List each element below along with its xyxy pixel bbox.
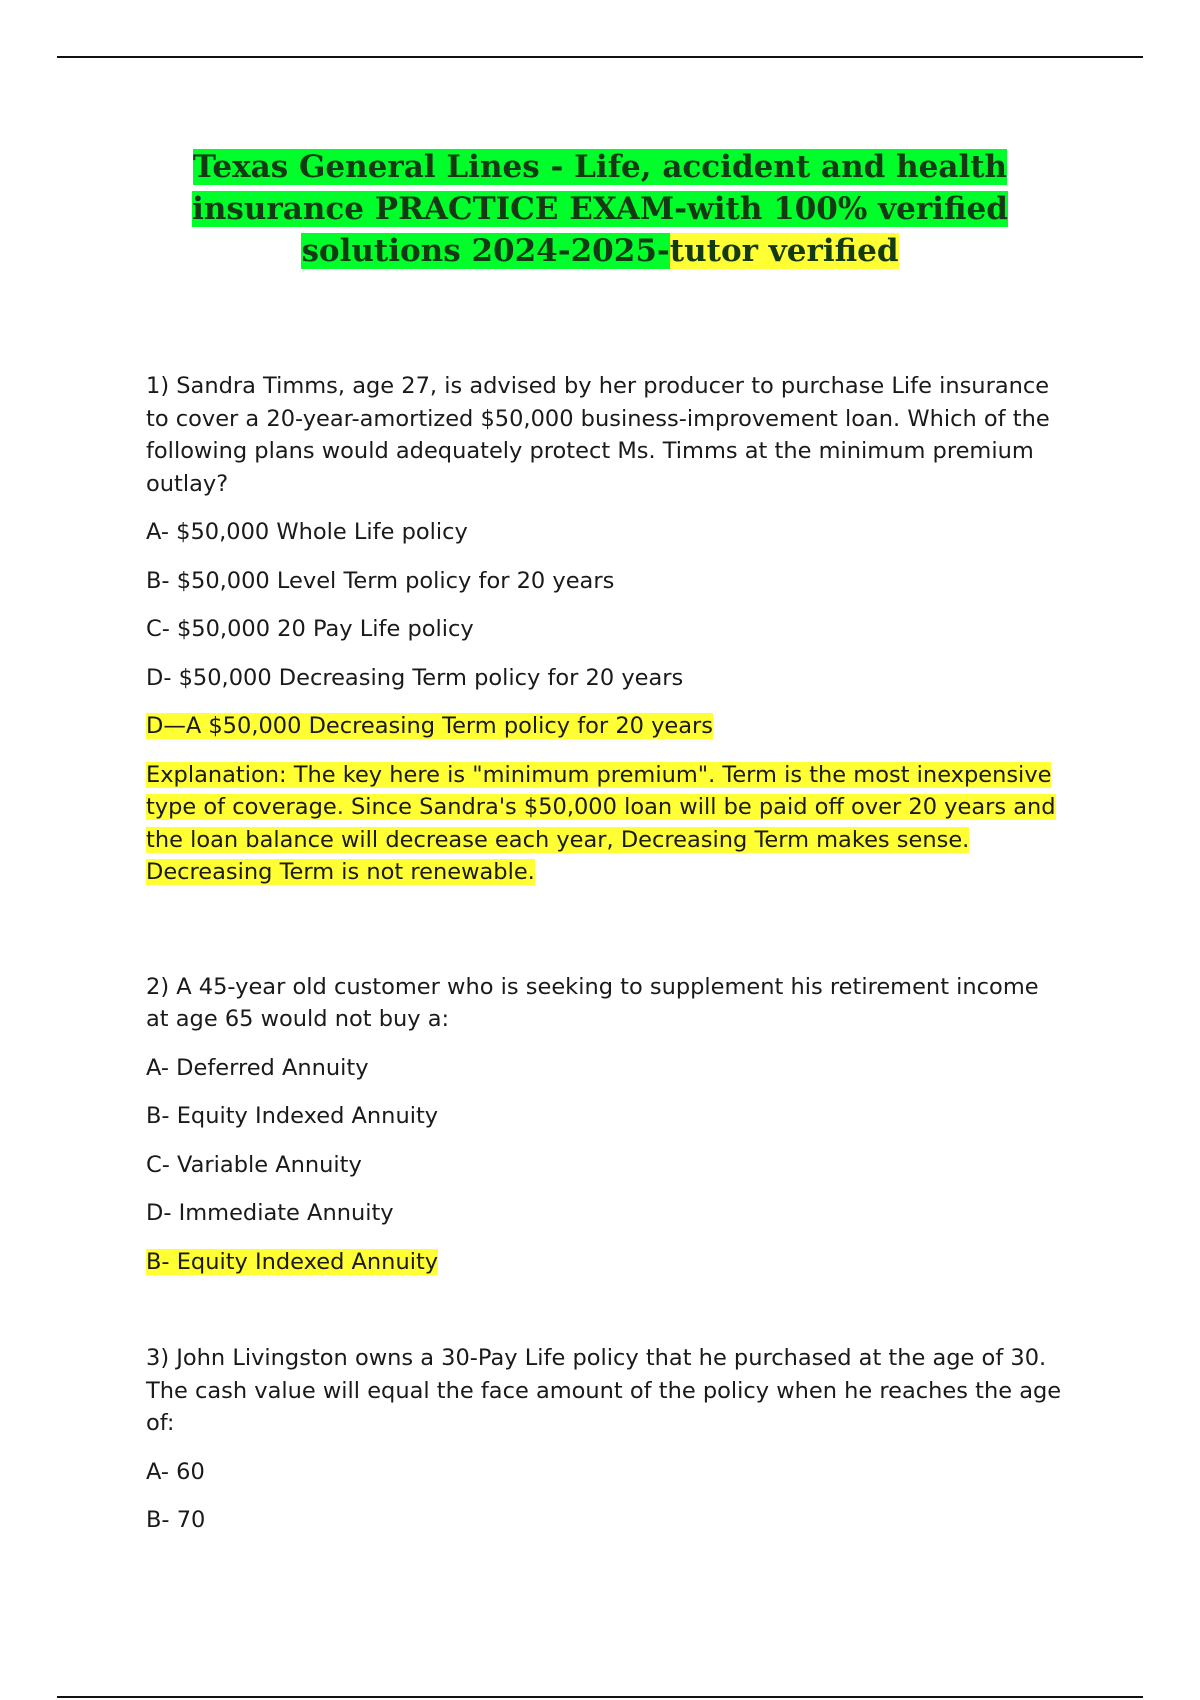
option-b: B- Equity Indexed Annuity — [146, 1103, 439, 1129]
option-d: D- $50,000 Decreasing Term policy for 20 years — [146, 664, 684, 691]
top-rule — [57, 56, 1143, 58]
question-text: 2) A 45-year old customer who is seeking to supplement his retirement income at age 65 would not buy a: — [146, 973, 1039, 1032]
option-a: A- $50,000 Whole Life policy — [146, 519, 468, 545]
question-text: 1) Sandra Timms, age 27, is advised by her producer to purchase Life insurance to cover a 20-year-amortized $50,000 business-improvement loan. Which of the following plans would adequately protect Ms. Timms at the minimum premium outlay? — [146, 373, 1050, 497]
option-a: A- Deferred Annuity — [146, 1054, 369, 1081]
option-c: C- $50,000 20 Pay Life policy — [146, 616, 474, 642]
title-green-highlight: Texas General Lines - Life, accident and health insurance PRACTICE EXAM-with 100% verified solutions 2024-2025- — [192, 149, 1008, 269]
question-2 — [146, 971, 1066, 1279]
option-a: A- 60 — [146, 1458, 205, 1485]
document-title — [140, 146, 1060, 272]
question-3 — [146, 1342, 1066, 1537]
title-yellow-highlight: tutor verified — [669, 233, 899, 269]
answer: D—A $50,000 Decreasing Term policy for 20 years — [146, 713, 714, 739]
explanation: Explanation: The key here is "minimum premium". Term is the most inexpensive type of coverage. Since Sandra's $50,000 loan will be paid off over 20 years and the loan balance will decrease each year, Decreasing Term makes sense. Decreasing Term is not renewable. — [146, 761, 1056, 885]
question-1 — [146, 370, 1066, 889]
option-c: C- Variable Annuity — [146, 1151, 362, 1178]
answer: B- Equity Indexed Annuity — [146, 1248, 439, 1275]
option-b: B- $50,000 Level Term policy for 20 years — [146, 567, 615, 594]
option-b: B- 70 — [146, 1507, 206, 1533]
bottom-rule — [57, 1696, 1143, 1698]
option-d: D- Immediate Annuity — [146, 1200, 394, 1226]
question-text: 3) John Livingston owns a 30-Pay Life policy that he purchased at the age of 30. The cash value will equal the face amount of the policy when he reaches the age of: — [146, 1345, 1062, 1436]
exam-content — [146, 370, 1066, 1601]
